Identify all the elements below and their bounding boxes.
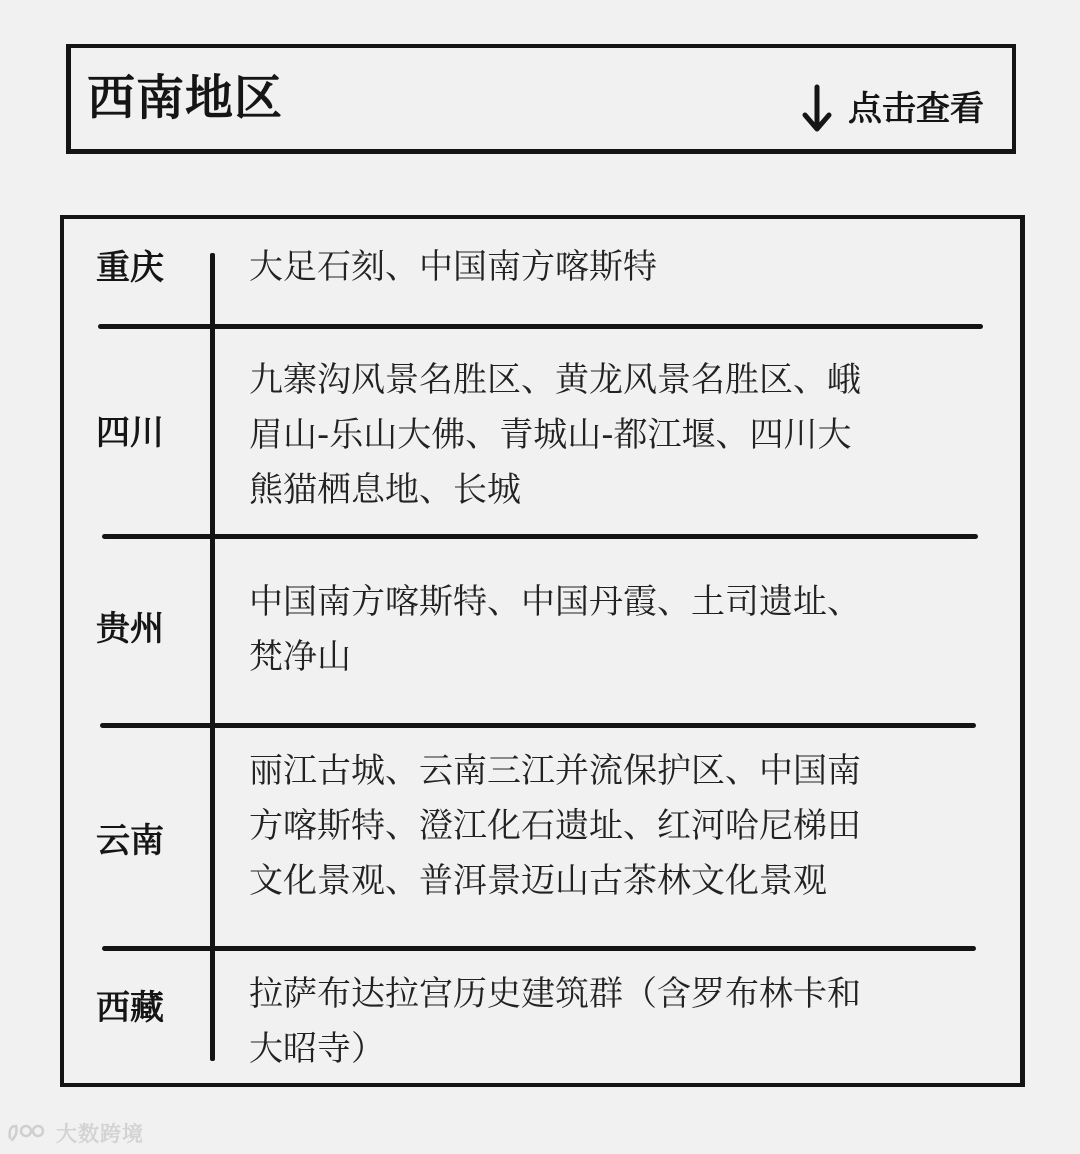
sites-line: 方喀斯特、澄江化石遗址、红河哈尼梯田 — [249, 806, 861, 846]
province-label: 贵州 — [96, 609, 164, 649]
sites-line: 眉山-乐山大佛、青城山-都江堰、四川大 — [249, 415, 852, 455]
sites-text — [249, 967, 989, 1077]
sites-line: 大足石刻、中国南方喀斯特 — [249, 247, 657, 287]
sites-line: 大昭寺） — [249, 1029, 385, 1069]
sites-line: 丽江古城、云南三江并流保护区、中国南 — [249, 751, 861, 791]
sites-line: 中国南方喀斯特、中国丹霞、土司遗址、 — [249, 582, 861, 622]
row-divider — [102, 946, 976, 951]
region-title: 西南地区 — [87, 70, 284, 126]
province-label: 西藏 — [96, 988, 164, 1028]
sites-text — [249, 575, 989, 685]
watermark — [6, 1118, 144, 1148]
region-header — [66, 44, 1016, 154]
row-divider — [100, 723, 976, 728]
watermark-logo-icon — [6, 1120, 50, 1146]
watermark-text: 大数跨境 — [56, 1122, 144, 1146]
arrow-down-icon — [800, 84, 834, 134]
sites-line: 文化景观、普洱景迈山古茶林文化景观 — [249, 861, 827, 901]
view-link[interactable] — [800, 84, 984, 134]
sites-line: 拉萨布达拉宫历史建筑群（含罗布林卡和 — [249, 974, 861, 1014]
view-label: 点击查看 — [848, 89, 984, 129]
province-label: 四川 — [96, 413, 164, 453]
row-divider — [102, 534, 978, 539]
sites-text — [249, 353, 989, 518]
sites-text — [249, 240, 989, 295]
column-divider — [210, 253, 215, 1061]
province-label: 云南 — [96, 821, 164, 861]
sites-text — [249, 744, 989, 909]
sites-line: 九寨沟风景名胜区、黄龙风景名胜区、峨 — [249, 360, 861, 400]
sites-line: 熊猫栖息地、长城 — [249, 470, 521, 510]
sites-line: 梵净山 — [249, 637, 351, 677]
heritage-table — [60, 215, 1025, 1087]
row-divider — [98, 324, 983, 329]
province-label: 重庆 — [96, 248, 164, 288]
